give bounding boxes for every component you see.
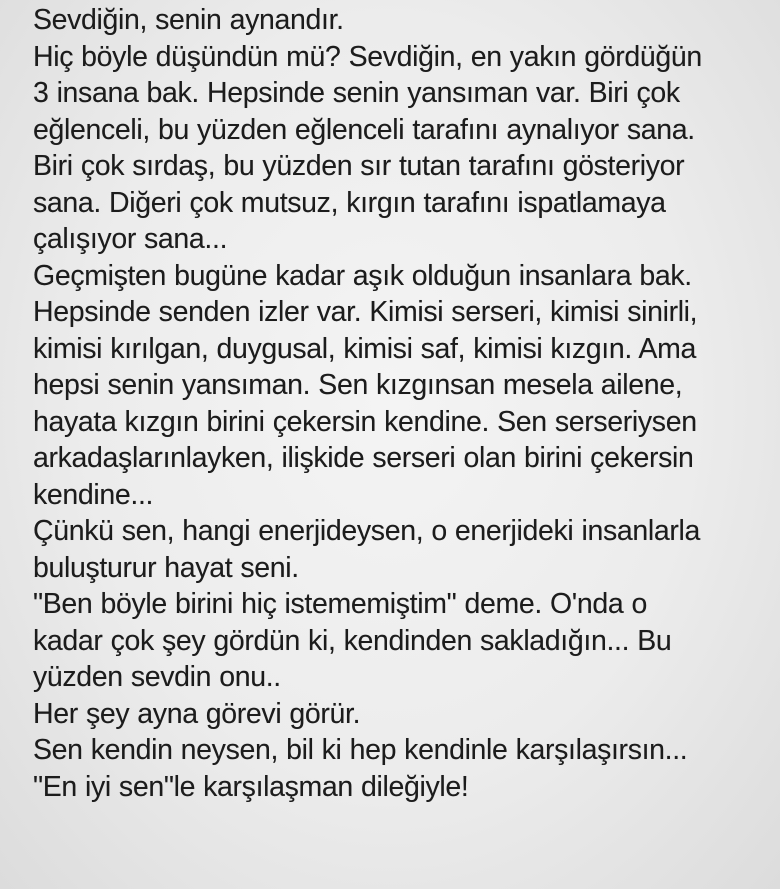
text-line-5: Biri çok sırdaş, bu yüzden sır tutan tarafını gösteriyor [33, 150, 685, 182]
text-line-8: Geçmişten bugüne kadar aşık olduğun insanlara bak. [33, 259, 692, 292]
text-line-9: Hepsinde senden izler var. Kimisi serseri, kimisi sinirli, [33, 296, 698, 328]
text-line-20: Her şey ayna görevi görür. [33, 697, 361, 730]
text-line-3: 3 insana bak. Hepsinde senin yansıman var. Biri çok [33, 77, 680, 109]
text-line-4: eğlenceli, bu yüzden eğlenceli tarafını aynalıyor sana. [33, 113, 695, 146]
text-line-14: kendine... [33, 478, 154, 511]
text-line-22: "En iyi sen"le karşılaşman dileğiyle! [33, 770, 469, 803]
text-line-17: "Ben böyle birini hiç istememiştim" deme. O'nda o [33, 588, 647, 620]
text-line-15: Çünkü sen, hangi enerjideysen, o enerjideki insanlarla [33, 515, 700, 547]
text-line-11: hepsi senin yansıman. Sen kızgınsan mesela ailene, [33, 369, 683, 401]
text-line-7: çalışıyor sana... [33, 223, 228, 255]
text-line-19: yüzden sevdin onu.. [33, 661, 281, 693]
text-line-10: kimisi kırılgan, duygusal, kimisi saf, kimisi kızgın. Ama [33, 332, 696, 365]
text-line-18: kadar çok şey gördün ki, kendinden sakladığın... Bu [33, 624, 672, 657]
text-line-6: sana. Diğeri çok mutsuz, kırgın tarafını ispatlamaya [33, 186, 666, 219]
text-line-21: Sen kendin neysen, bil ki hep kendinle karşılaşırsın... [33, 734, 688, 766]
text-line-2: Hiç böyle düşündün mü? Sevdiğin, en yakın gördüğün [33, 40, 702, 73]
text-line-12: hayata kızgın birini çekersin kendine. Sen serseriysen [33, 405, 697, 438]
text-line-13: arkadaşlarınlayken, ilişkide serseri olan birini çekersin [33, 442, 694, 474]
text-line-1: Sevdiğin, senin aynandır. [33, 4, 344, 36]
text-line-16: buluşturur hayat seni. [33, 551, 299, 584]
